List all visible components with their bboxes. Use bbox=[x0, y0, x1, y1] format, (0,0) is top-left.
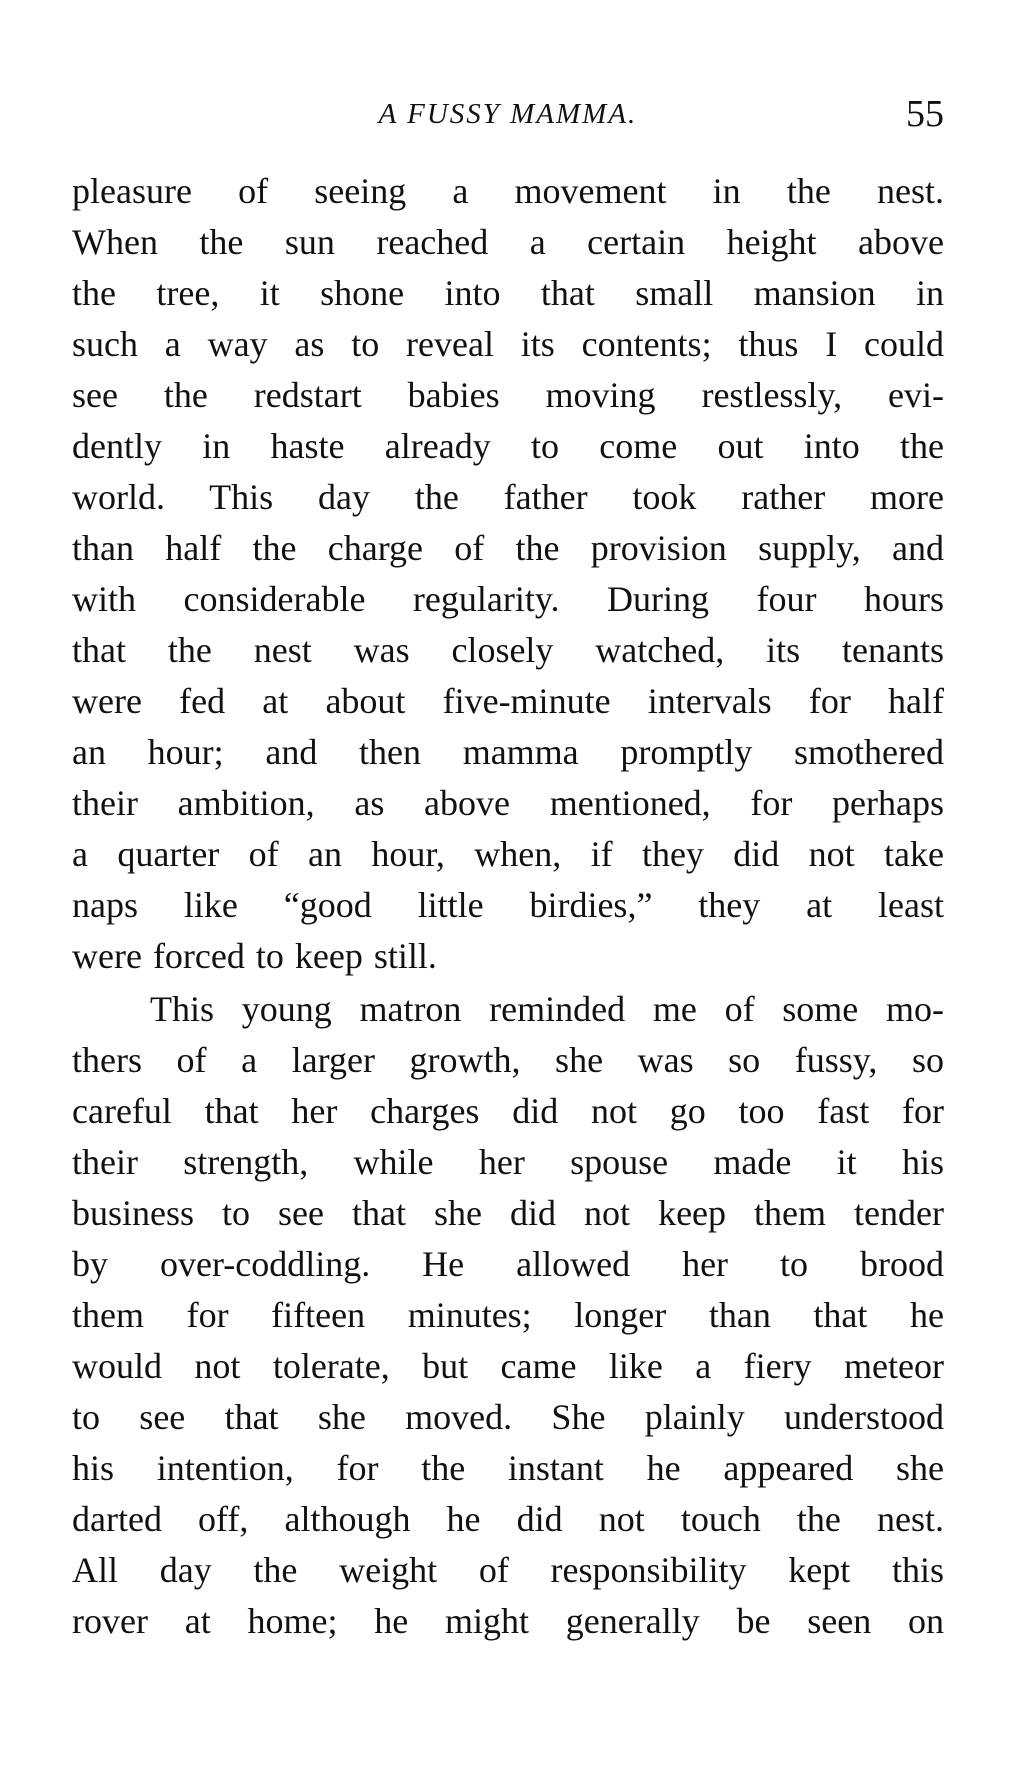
text-line: world. This day the father took rather more bbox=[72, 477, 944, 517]
running-title: A FUSSY MAMMA. bbox=[378, 98, 638, 130]
text-line: naps like “good little birdies,” they at least bbox=[72, 885, 944, 925]
text-line: dently in haste already to come out into the bbox=[72, 426, 944, 466]
text-line: thers of a larger growth, she was so fussy, so bbox=[72, 1040, 944, 1080]
text-line: were fed at about five-minute intervals for half bbox=[72, 681, 944, 721]
text-line: than half the charge of the provision supply, and bbox=[72, 528, 944, 568]
text-line: to see that she moved. She plainly understood bbox=[72, 1397, 944, 1437]
text-line: that the nest was closely watched, its tenants bbox=[72, 630, 944, 670]
paragraph bbox=[72, 166, 944, 982]
text-line: darted off, although he did not touch the nest. bbox=[72, 1499, 944, 1539]
text-line: When the sun reached a certain height above bbox=[72, 222, 944, 262]
text-line: careful that her charges did not go too fast for bbox=[72, 1091, 944, 1131]
text-line: with considerable regularity. During four hours bbox=[72, 579, 944, 619]
text-line: pleasure of seeing a movement in the nest. bbox=[72, 171, 944, 211]
text-line: such a way as to reveal its contents; thus I could bbox=[72, 324, 944, 364]
body-text bbox=[72, 166, 944, 1647]
paragraph bbox=[72, 984, 944, 1647]
text-line: their strength, while her spouse made it his bbox=[72, 1142, 944, 1182]
text-line: his intention, for the instant he appeared she bbox=[72, 1448, 944, 1488]
text-line: their ambition, as above mentioned, for perhaps bbox=[72, 783, 944, 823]
text-line: This young matron reminded me of some mo- bbox=[150, 989, 944, 1029]
text-line: would not tolerate, but came like a fiery meteor bbox=[72, 1346, 944, 1386]
text-line: business to see that she did not keep them tender bbox=[72, 1193, 944, 1233]
text-line: an hour; and then mamma promptly smothered bbox=[72, 732, 944, 772]
page-number: 55 bbox=[906, 93, 944, 135]
text-line: see the redstart babies moving restlessly, evi- bbox=[72, 375, 944, 415]
running-head bbox=[72, 92, 944, 142]
text-line: All day the weight of responsibility kept this bbox=[72, 1550, 944, 1590]
text-line: the tree, it shone into that small mansion in bbox=[72, 273, 944, 313]
text-line: a quarter of an hour, when, if they did not take bbox=[72, 834, 944, 874]
text-line: them for fifteen minutes; longer than that he bbox=[72, 1295, 944, 1335]
text-line: by over-coddling. He allowed her to brood bbox=[72, 1244, 944, 1284]
text-line: rover at home; he might generally be seen on bbox=[72, 1601, 944, 1641]
text-line: were forced to keep still. bbox=[72, 936, 437, 976]
